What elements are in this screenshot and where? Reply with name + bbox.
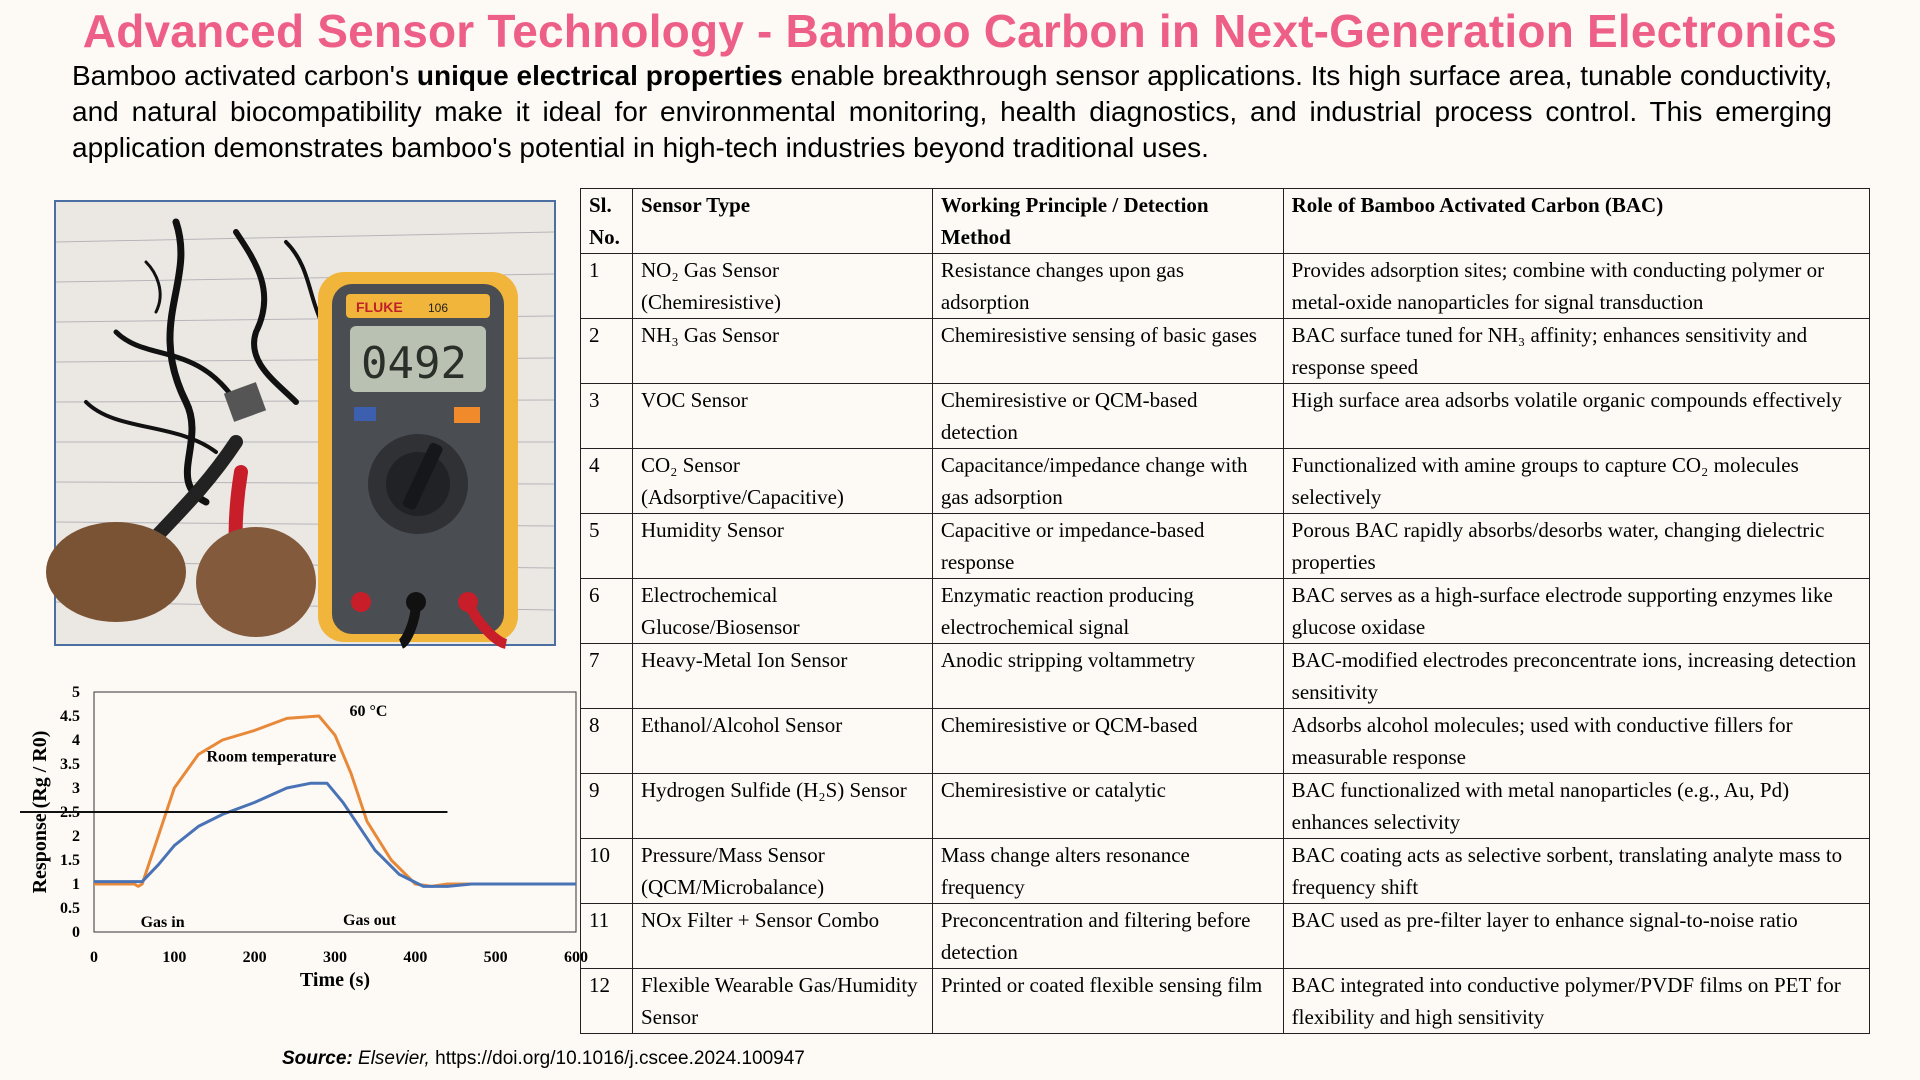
header-working-principle: Working Principle / Detection Method [932, 189, 1283, 254]
cell-sensor-type: Flexible Wearable Gas/Humidity Sensor [632, 969, 932, 1034]
chart-annotation: 60 °C [349, 703, 388, 720]
table-row [581, 514, 1870, 579]
chart-annotation: Gas out [343, 911, 396, 929]
x-tick-label: 500 [483, 949, 508, 966]
x-tick-label: 400 [403, 949, 428, 966]
cell-working-principle: Anodic stripping voltammetry [932, 644, 1283, 709]
cell-sensor-type: NOx Filter + Sensor Combo [632, 904, 932, 969]
y-tick-label: 4.5 [60, 708, 80, 725]
source-citation [282, 1048, 805, 1070]
cell-sensor-type: Electrochemical Glucose/Biosensor [632, 579, 932, 644]
series-line-1 [94, 716, 576, 886]
cell-sl-no: 5 [581, 514, 633, 579]
y-tick-label: 4 [72, 732, 80, 749]
header-sl-no: Sl. No. [581, 189, 633, 254]
table-row [581, 904, 1870, 969]
table-row [581, 254, 1870, 319]
intro-paragraph [72, 58, 1832, 166]
cell-sl-no: 2 [581, 319, 633, 384]
cell-working-principle: Mass change alters resonance frequency [932, 839, 1283, 904]
cell-bac-role: BAC functionalized with metal nanoparticles (e.g., Au, Pd) enhances selectivity [1283, 774, 1869, 839]
cell-working-principle: Chemiresistive or catalytic [932, 774, 1283, 839]
cell-sensor-type: Hydrogen Sulfide (H₂S) Sensor [632, 774, 932, 839]
cell-working-principle: Resistance changes upon gas adsorption [932, 254, 1283, 319]
y-tick-label: 0.5 [60, 900, 80, 917]
meter-reading: 0492 [361, 338, 467, 389]
x-tick-label: 100 [162, 949, 187, 966]
sensor-table [580, 188, 1870, 1034]
cell-sl-no: 4 [581, 449, 633, 514]
sensor-photo [54, 200, 556, 646]
cell-bac-role: BAC integrated into conductive polymer/PVDF films on PET for flexibility and high sensitivity [1283, 969, 1869, 1034]
table-row [581, 449, 1870, 514]
cell-sensor-type: Heavy-Metal Ion Sensor [632, 644, 932, 709]
cell-bac-role: High surface area adsorbs volatile organic compounds effectively [1283, 384, 1869, 449]
chart-annotation: Gas in [140, 914, 185, 932]
page-title: Advanced Sensor Technology - Bamboo Carbon in Next-Generation Electronics [82, 5, 1838, 57]
meter-brand: FLUKE [356, 299, 403, 315]
cell-working-principle: Preconcentration and filtering before detection [932, 904, 1283, 969]
y-tick-label: 3 [72, 780, 80, 797]
cell-sensor-type: CO₂ Sensor (Adsorptive/Capacitive) [632, 449, 932, 514]
x-tick-label: 200 [242, 949, 267, 966]
header-sensor-type: Sensor Type [632, 189, 932, 254]
table-row [581, 644, 1870, 709]
cell-working-principle: Capacitance/impedance change with gas adsorption [932, 449, 1283, 514]
x-tick-label: 300 [323, 949, 347, 966]
y-tick-label: 1.5 [60, 852, 80, 869]
y-tick-label: 3.5 [60, 756, 80, 773]
cell-sl-no: 8 [581, 709, 633, 774]
y-axis-label: Response (Rg / R0) [29, 730, 51, 894]
source-label: Source: [282, 1048, 353, 1069]
cell-working-principle: Chemiresistive or QCM-based detection [932, 384, 1283, 449]
source-publisher: Elsevier, [358, 1048, 430, 1069]
source-url: https://doi.org/10.1016/j.cscee.2024.100947 [429, 1048, 805, 1069]
table-header-row [581, 189, 1870, 254]
cell-working-principle: Chemiresistive or QCM-based [932, 709, 1283, 774]
table-row [581, 384, 1870, 449]
y-tick-label: 2 [72, 828, 80, 845]
meter-model: 106 [428, 301, 449, 315]
series-line-2 [94, 783, 576, 886]
cell-sl-no: 10 [581, 839, 633, 904]
cell-working-principle: Printed or coated flexible sensing film [932, 969, 1283, 1034]
intro-text-1: Bamboo activated carbon's [72, 60, 417, 91]
x-axis-label: Time (s) [299, 969, 371, 991]
cell-bac-role: BAC coating acts as selective sorbent, translating analyte mass to frequency shift [1283, 839, 1869, 904]
table-row [581, 969, 1870, 1034]
cell-bac-role: Adsorbs alcohol molecules; used with conductive fillers for measurable response [1283, 709, 1869, 774]
cell-working-principle: Enzymatic reaction producing electrochemical signal [932, 579, 1283, 644]
table-row [581, 774, 1870, 839]
table-body [581, 254, 1870, 1034]
table-row [581, 319, 1870, 384]
cell-sensor-type: Pressure/Mass Sensor (QCM/Microbalance) [632, 839, 932, 904]
cell-sensor-type: Humidity Sensor [632, 514, 932, 579]
cell-sensor-type: NH₃ Gas Sensor [632, 319, 932, 384]
cell-sl-no: 6 [581, 579, 633, 644]
intro-bold: unique electrical properties [416, 60, 783, 91]
cell-bac-role: BAC surface tuned for NH₃ affinity; enhances sensitivity and response speed [1283, 319, 1869, 384]
intro-text-2: enable breakthrough sensor applications. Its high surface area, tunable conductivity, and natural biocompatibility make it ideal for environmental monitoring, health diagnostics, and industrial process control. This emerging application demonstrates bamboo's potential in high-tech industries beyond traditional uses. [72, 60, 1832, 163]
x-tick-label: 0 [90, 949, 98, 966]
table-row [581, 579, 1870, 644]
cell-sensor-type: VOC Sensor [632, 384, 932, 449]
cell-sl-no: 11 [581, 904, 633, 969]
header-bac-role: Role of Bamboo Activated Carbon (BAC) [1283, 189, 1869, 254]
response-chart-svg [16, 678, 588, 1008]
cell-bac-role: BAC used as pre-filter layer to enhance signal-to-noise ratio [1283, 904, 1869, 969]
y-tick-label: 0 [72, 924, 80, 941]
cell-sl-no: 9 [581, 774, 633, 839]
chart-annotation: Room temperature [206, 748, 337, 766]
cell-bac-role: Provides adsorption sites; combine with conducting polymer or metal-oxide nanoparticles for signal transduction [1283, 254, 1869, 319]
multimeter-illustration [56, 202, 554, 644]
cell-sl-no: 12 [581, 969, 633, 1034]
cell-sensor-type: Ethanol/Alcohol Sensor [632, 709, 932, 774]
cell-bac-role: Porous BAC rapidly absorbs/desorbs water, changing dielectric properties [1283, 514, 1869, 579]
cell-working-principle: Chemiresistive sensing of basic gases [932, 319, 1283, 384]
table-row [581, 709, 1870, 774]
table-row [581, 839, 1870, 904]
cell-sensor-type: NO₂ Gas Sensor (Chemiresistive) [632, 254, 932, 319]
cell-bac-role: BAC-modified electrodes preconcentrate ions, increasing detection sensitivity [1283, 644, 1869, 709]
cell-sl-no: 1 [581, 254, 633, 319]
cell-sl-no: 3 [581, 384, 633, 449]
cell-working-principle: Capacitive or impedance-based response [932, 514, 1283, 579]
y-tick-label: 2.5 [60, 804, 80, 821]
cell-sl-no: 7 [581, 644, 633, 709]
cell-bac-role: Functionalized with amine groups to capture CO₂ molecules selectively [1283, 449, 1869, 514]
y-tick-label: 1 [72, 876, 80, 893]
y-tick-label: 5 [72, 684, 80, 701]
cell-bac-role: BAC serves as a high-surface electrode supporting enzymes like glucose oxidase [1283, 579, 1869, 644]
x-tick-label: 600 [564, 949, 588, 966]
response-chart [16, 678, 588, 1008]
